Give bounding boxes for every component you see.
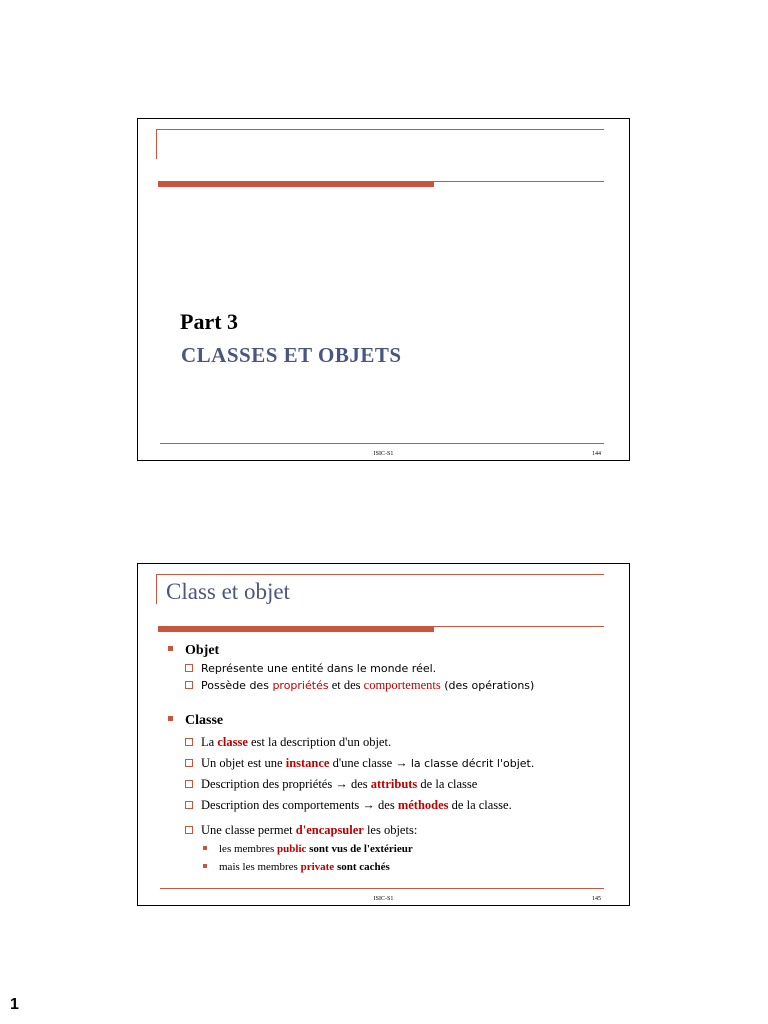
bullet-box-icon — [185, 738, 193, 746]
accent-vertical-line — [156, 129, 157, 159]
accent-thick-bar — [158, 181, 434, 187]
bullet-mini-icon — [203, 864, 207, 868]
bullet-box-icon — [185, 681, 193, 689]
section-classe: Classe — [168, 713, 223, 729]
bullet-box-icon — [185, 801, 193, 809]
list-item: La classe est la description d'un objet. — [185, 735, 391, 750]
accent-vertical-line — [156, 574, 157, 604]
list-item: Une classe permet d'encapsuler les objets: — [185, 823, 417, 838]
sub-list-item: mais les membres private sont cachés — [203, 861, 390, 873]
bullet-square-icon — [168, 646, 173, 651]
list-item: Description des comportements → des méthodes de la classe. — [185, 798, 512, 813]
footer-label: ISIC-S1 — [373, 451, 394, 457]
accent-top-line — [156, 574, 604, 575]
page-number: 1 — [10, 996, 19, 1013]
list-item: Description des propriétés → des attributs de la classe — [185, 777, 477, 792]
bullet-box-icon — [185, 664, 193, 672]
slide-class-et-objet — [137, 563, 630, 906]
accent-thin-line — [434, 626, 604, 627]
footer-line — [160, 443, 604, 444]
slide-part3 — [137, 118, 630, 461]
bullet-box-icon — [185, 780, 193, 788]
accent-top-line — [156, 129, 604, 130]
part-label: Part 3 — [180, 309, 239, 334]
footer-label: ISIC-S1 — [373, 896, 394, 902]
slide-number: 144 — [592, 451, 601, 457]
list-item: Un objet est une instance d'une classe → la classe décrit l'objet. — [185, 756, 534, 771]
slide-number: 145 — [592, 896, 601, 902]
bullet-square-icon — [168, 716, 173, 721]
list-item: Représente une entité dans le monde réel. — [185, 661, 436, 676]
section-objet: Objet — [168, 643, 219, 659]
accent-thin-line — [434, 181, 604, 182]
accent-thick-bar — [158, 626, 434, 632]
part-title: CLASSES ET OBJETS — [181, 343, 402, 367]
bullet-mini-icon — [203, 846, 207, 850]
arrow-right-icon: → — [395, 756, 408, 770]
list-item: Possède des propriétés et des comportements (des opérations) — [185, 678, 534, 693]
bullet-box-icon — [185, 759, 193, 767]
footer-line — [160, 888, 604, 889]
bullet-box-icon — [185, 826, 193, 834]
arrow-right-icon: → — [335, 777, 348, 791]
slide-title: Class et objet — [166, 579, 290, 604]
arrow-right-icon: → — [362, 798, 375, 812]
sub-list-item: les membres public sont vus de l'extérieur — [203, 843, 413, 855]
